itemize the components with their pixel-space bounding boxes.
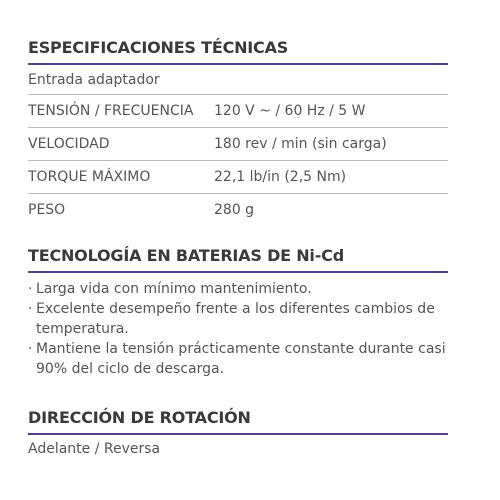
spec-label: VELOCIDAD	[28, 136, 110, 152]
spec-label: TENSIÓN / FRECUENCIA	[28, 103, 194, 119]
bullet-text: Mantiene la tensión prácticamente constante durante casi 90% del ciclo de descarga.	[36, 341, 446, 377]
battery-title: TECNOLOGÍA EN BATERIAS DE Ni-Cd	[28, 246, 344, 265]
battery-section	[28, 246, 448, 379]
rotation-title-rule	[28, 433, 448, 435]
spec-row-speed	[28, 127, 448, 160]
spec-value: 280 g	[214, 202, 255, 218]
list-item	[28, 279, 448, 299]
spec-label: PESO	[28, 202, 66, 218]
bullet-text: Excelente desempeño frente a los diferentes cambios de temperatura.	[36, 301, 435, 337]
spec-label: TORQUE MÁXIMO	[28, 169, 151, 185]
spec-value: 180 rev / min (sin carga)	[214, 136, 387, 152]
spec-value: 120 V ~ / 60 Hz / 5 W	[214, 103, 366, 119]
rotation-title: DIRECCIÓN DE ROTACIÓN	[28, 408, 251, 427]
bullet-text: Larga vida con mínimo mantenimiento.	[36, 281, 312, 297]
rotation-section	[28, 408, 448, 457]
spec-row-torque	[28, 160, 448, 193]
rotation-value: Adelante / Reversa	[28, 441, 161, 457]
bullet-mark: ·	[28, 281, 33, 297]
battery-bullet-list	[28, 279, 448, 379]
bullet-mark: ·	[28, 301, 33, 317]
specs-intro: Entrada adaptador	[28, 72, 160, 88]
list-item	[28, 339, 448, 379]
spec-row-voltage	[28, 94, 448, 127]
bullet-mark: ·	[28, 341, 33, 357]
list-item	[28, 299, 448, 339]
specs-title-rule	[28, 63, 448, 65]
spec-row-weight	[28, 193, 448, 226]
specs-section	[28, 38, 448, 226]
battery-title-rule	[28, 271, 448, 273]
spec-value: 22,1 lb/in (2,5 Nm)	[214, 169, 347, 185]
specs-title: ESPECIFICACIONES TÉCNICAS	[28, 38, 289, 57]
